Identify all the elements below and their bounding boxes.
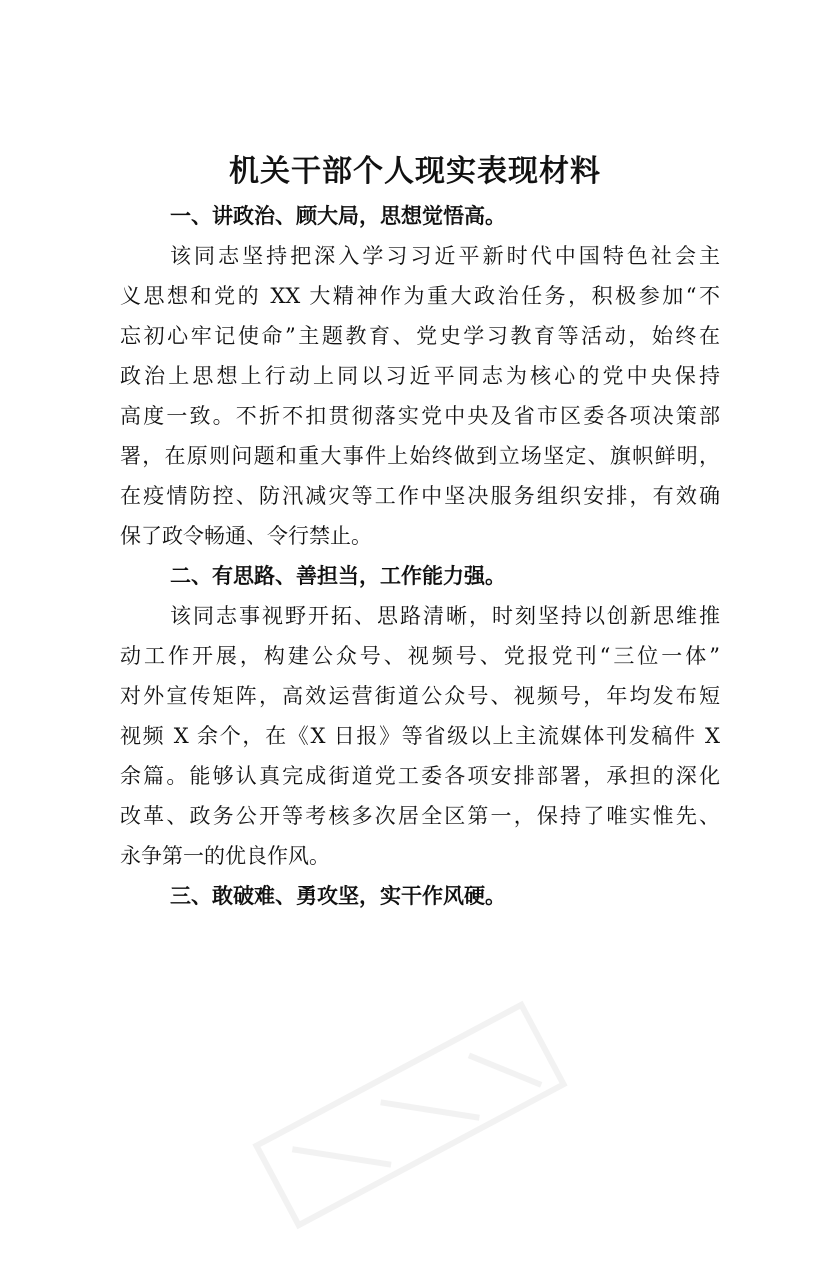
paragraph-line: 余篇。能够认真完成街道党工委各项安排部署，承担的深化 xyxy=(120,764,720,788)
paragraph-line: 改革、政务公开等考核多次居全区第一，保持了唯实惟先、 xyxy=(120,804,720,828)
watermark xyxy=(238,982,582,1247)
paragraph-line: 义思想和党的 XX 大精神作为重大政治任务，积极参加“不 xyxy=(120,284,720,308)
document-title: 机关干部个人现实表现材料 xyxy=(229,154,601,190)
paragraph-line: 视频 X 余个，在《X 日报》等省级以上主流媒体刊发稿件 X xyxy=(120,724,720,748)
section-heading-1: 一、讲政治、顾大局，思想觉悟高。 xyxy=(170,204,506,228)
paragraph-line: 在疫情防控、防汛减灾等工作中坚决服务组织安排，有效确 xyxy=(120,484,720,508)
paragraph-line: 该同志坚持把深入学习习近平新时代中国特色社会主 xyxy=(170,244,720,268)
document-body xyxy=(120,196,720,916)
section-paragraph-1 xyxy=(120,236,720,556)
paragraph-line: 忘初心牢记使命”主题教育、党史学习教育等活动，始终在 xyxy=(120,324,720,348)
paragraph-line: 该同志事视野开拓、思路清晰，时刻坚持以创新思维推 xyxy=(170,604,720,628)
paragraph-line: 保了政令畅通、令行禁止。 xyxy=(120,524,372,548)
paragraph-line: 政治上思想上行动上同以习近平同志为核心的党中央保持 xyxy=(120,364,720,388)
section-paragraph-2 xyxy=(120,596,720,876)
section-heading-3: 三、敢破难、勇攻坚，实干作风硬。 xyxy=(170,884,506,908)
section-heading-2: 二、有思路、善担当，工作能力强。 xyxy=(170,564,506,588)
watermark-shape xyxy=(238,982,582,1247)
paragraph-line: 对外宣传矩阵，高效运营街道公众号、视频号，年均发布短 xyxy=(120,684,720,708)
paragraph-line: 署，在原则问题和重大事件上始终做到立场坚定、旗帜鲜明， xyxy=(120,444,720,468)
paragraph-line: 动工作开展，构建公众号、视频号、党报党刊“三位一体” xyxy=(120,644,720,668)
paragraph-line: 高度一致。不折不扣贯彻落实党中央及省市区委各项决策部 xyxy=(120,404,720,428)
paragraph-line: 永争第一的优良作风。 xyxy=(120,844,330,868)
